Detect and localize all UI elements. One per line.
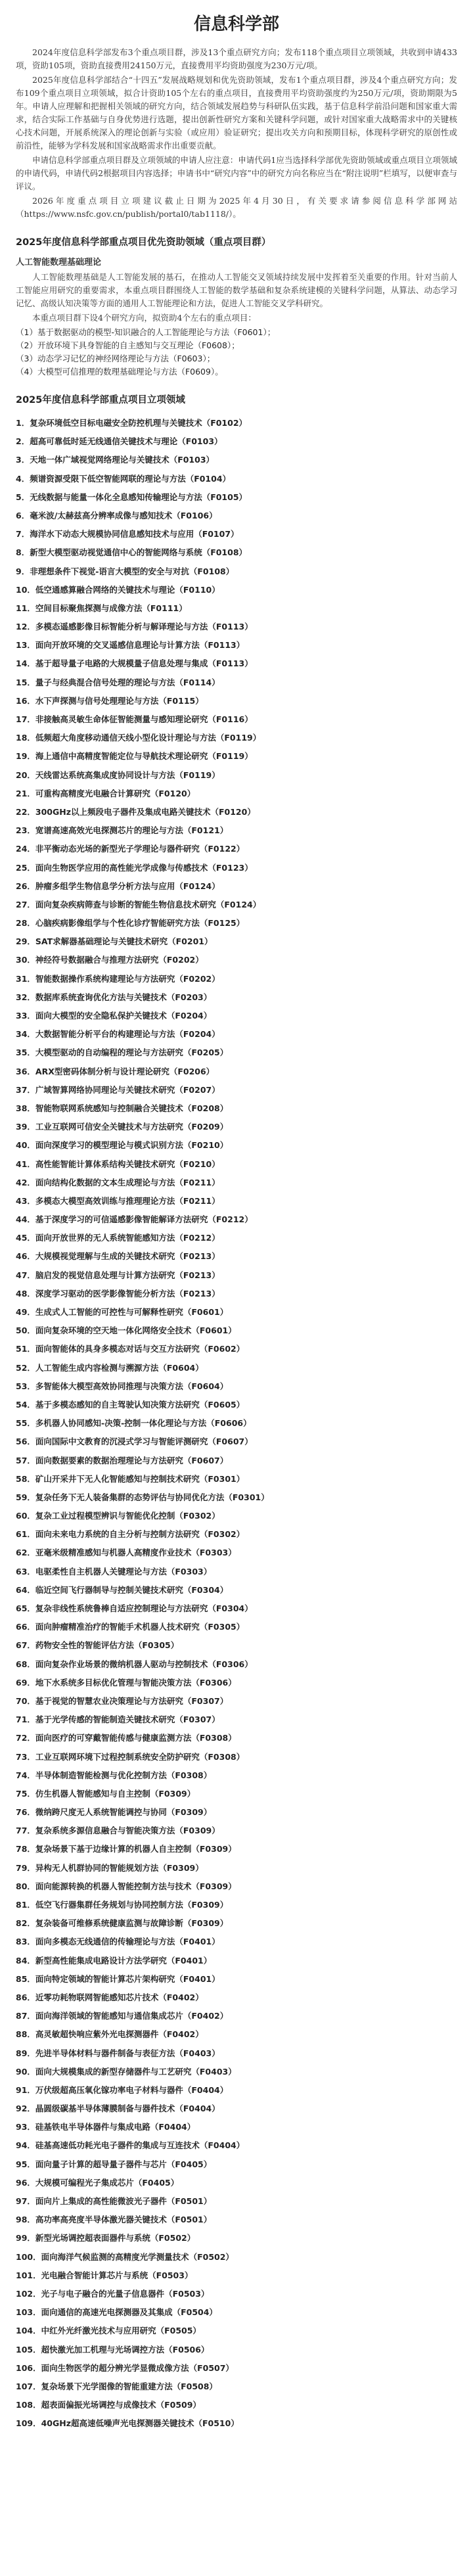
area-item: 24．非平衡动态光场的新型光子学理论与器件研究（F0122） bbox=[16, 844, 245, 854]
direction-list bbox=[16, 326, 457, 379]
area-item: 25．面向生物医学应用的高性能光学成像与传感技术（F0123） bbox=[16, 862, 253, 873]
area-item: 42．面向结构化数据的文本生成理论与方法（F0211） bbox=[16, 1177, 220, 1187]
area-item: 45．面向开放世界的无人系统智能感知方法（F0212） bbox=[16, 1233, 220, 1243]
area-item: 104．中红外光纤激光技术与应用研究（F0505） bbox=[16, 2326, 201, 2336]
direction-item: （2）开放环境下具身智能的自主感知与交互理论（F0608）； bbox=[16, 340, 240, 350]
direction-item: （4）大模型可信推理的数理基础理论与方法（F0609）。 bbox=[16, 367, 223, 377]
area-item: 76．微纳跨尺度无人系统智能调控与协同（F0309） bbox=[16, 1807, 212, 1818]
area-item: 65．复杂非线性系统鲁棒自适应控制理论与方法研究（F0304） bbox=[16, 1603, 253, 1613]
group-subtitle: 人工智能数理基础理论 bbox=[16, 258, 102, 267]
area-item: 14．基于超导量子电路的大规模量子信息处理与集成（F0113） bbox=[16, 658, 253, 669]
area-item: 56．面向国际中文教育的沉浸式学习与智能评测研究（F0607） bbox=[16, 1437, 253, 1447]
area-item: 96．大规模可编程光子集成芯片（F0405） bbox=[16, 2177, 179, 2188]
area-item: 102．光子与电子融合的光量子信息器件（F0503） bbox=[16, 2288, 210, 2299]
area-item: 77．复杂系统多源信息融合与智能决策方法（F0309） bbox=[16, 1826, 220, 1836]
area-item: 106．面向生物医学的超分辨光学显微成像方法（F0507） bbox=[16, 2362, 234, 2373]
area-item: 88．高灵敏超快响应紫外光电探测器件（F0402） bbox=[16, 2029, 204, 2040]
area-item: 80．面向能源转换的机器人智能控制方法与技术（F0309） bbox=[16, 1881, 236, 1891]
area-item: 38．智能物联网系统感知与控制融合关键技术（F0208） bbox=[16, 1103, 229, 1113]
area-item: 39．工业互联网可信安全关键技术与方法研究（F0209） bbox=[16, 1122, 229, 1132]
area-item: 43．多模态大模型高效训练与推理理论方法（F0211） bbox=[16, 1195, 220, 1206]
area-item: 30．神经符号数据融合与推理方法研究（F0202） bbox=[16, 955, 204, 965]
area-item: 54．基于多模态感知的自主驾驶认知决策方法研究（F0605） bbox=[16, 1399, 245, 1410]
area-item: 105．超快激光加工机理与光场调控方法（F0506） bbox=[16, 2344, 210, 2355]
area-item: 16．水下声探测与信号处理理论与方法（F0115） bbox=[16, 695, 204, 706]
area-item: 57．面向数据要素的数据治理理论与方法研究（F0607） bbox=[16, 1455, 229, 1465]
area-item: 82．复杂装备可维修系统健康监测与故障诊断（F0309） bbox=[16, 1918, 229, 1929]
area-item: 48．深度学习驱动的医学影像智能分析方法（F0213） bbox=[16, 1288, 220, 1299]
area-item: 101．光电融合智能计算芯片与系统（F0503） bbox=[16, 2270, 193, 2280]
area-item: 84．新型高性能集成电路设计方法学研究（F0401） bbox=[16, 1955, 212, 1966]
area-item: 97．面向片上集成的高性能微波光子器件（F0501） bbox=[16, 2196, 212, 2206]
page-title: 信息科学部 bbox=[193, 14, 279, 34]
area-item: 10．低空通感算融合网络的关键技术与理论（F0110） bbox=[16, 584, 220, 595]
area-item: 26．肿瘤多组学生物信息学分析方法与应用（F0124） bbox=[16, 881, 220, 891]
area-item: 86．近零功耗物联网智能感知芯片技术（F0402） bbox=[16, 1992, 204, 2002]
area-item: 40．面向深度学习的模型理论与模式识别方法（F0210） bbox=[16, 1140, 229, 1151]
area-item: 37．广域智算网络协同理论与关键技术研究（F0207） bbox=[16, 1084, 220, 1095]
area-item: 11．空间目标聚焦探测与成像方法（F0111） bbox=[16, 603, 187, 613]
area-item: 74．半导体制造智能检测与优化控制方法（F0308） bbox=[16, 1770, 212, 1780]
area-list bbox=[16, 414, 457, 2433]
area-item: 52．人工智能生成内容检测与溯源方法（F0604） bbox=[16, 1362, 204, 1373]
area-item: 22．300GHz以上频段电子器件及集成电路关键技术（F0120） bbox=[16, 806, 256, 817]
area-item: 32．数据库系统查询优化方法与关键技术（F0203） bbox=[16, 992, 212, 1002]
area-item: 44．基于深度学习的可信遥感影像智能解译方法研究（F0212） bbox=[16, 1214, 253, 1225]
intro-paragraph: 2026年度重点项目立项建议截止日期为2025年4月30日，有关要求请参阅信息科学部网站（https://www.nsfc.gov.cn/publish/portal0/tab1118/）。 bbox=[16, 196, 457, 219]
area-item: 90．面向大规模集成的新型存储器件与工艺研究（F0403） bbox=[16, 2066, 236, 2077]
area-item: 58．矿山开采井下无人化智能感知与控制技术研究（F0301） bbox=[16, 1473, 245, 1484]
area-item: 2．超高可靠低时延无线通信关键技术与理论（F0103） bbox=[16, 436, 223, 447]
area-item: 109．40GHz超高速低噪声光电探测器关键技术（F0510） bbox=[16, 2418, 239, 2429]
group-section-title: 2025年度信息科学部重点项目优先资助领域（重点项目群） bbox=[16, 237, 271, 248]
area-item: 94．硅基高速低功耗光电子器件的集成与互连技术（F0404） bbox=[16, 2140, 245, 2151]
group-paragraph: 人工智能数理基础是人工智能发展的基石，在推动人工智能交叉领域持续发展中发挥着至关重要的作用。针对当前人工智能应用研究的重要需求，本重点项目群围绕人工智能的数学基础和复杂系统建模的关键科学问题，从算法、动态学习记忆、高级认知决策等方面的通用人工智能理论和方法，促进人工智能交叉学科研究。 bbox=[16, 272, 457, 308]
area-item: 100．面向海洋气候监测的高精度光学测量技术（F0502） bbox=[16, 2251, 234, 2262]
area-item: 55．多机器人协同感知-决策-控制一体化理论与方法（F0606） bbox=[16, 1418, 252, 1429]
area-item: 5．无线数据与能量一体化全息感知传输理论与方法（F0105） bbox=[16, 492, 248, 502]
area-item: 63．电驱柔性自主机器人关键理论与方法（F0303） bbox=[16, 1566, 212, 1576]
area-item: 7．海洋水下动态大规模协同信息感知技术与应用（F0107） bbox=[16, 529, 239, 540]
area-item: 3．天地一体广域视觉网络理论与关键技术（F0103） bbox=[16, 455, 215, 465]
area-item: 31．智能数据操作系统构建理论与方法研究（F0202） bbox=[16, 973, 220, 984]
area-item: 47．脑启发的视觉信息处理与计算方法研究（F0213） bbox=[16, 1270, 220, 1280]
area-item: 89．先进半导体材料与器件制备与表征方法（F0403） bbox=[16, 2048, 220, 2058]
area-item: 70．基于视觉的智慧农业决策理论与方法研究（F0307） bbox=[16, 1695, 229, 1706]
group-paragraph: 本重点项目群下设4个研究方向，拟资助4个左右的重点项目： bbox=[32, 313, 256, 323]
area-item: 93．硅基铁电半导体器件与集成电路（F0404） bbox=[16, 2122, 196, 2132]
area-item: 53．多智能体大模型高效协同推理与决策方法（F0604） bbox=[16, 1381, 229, 1391]
area-item: 6．毫米波/太赫兹高分辨率成像与感知技术（F0106） bbox=[16, 510, 217, 520]
area-item: 72．面向医疗的可穿戴智能传感与健康监测方法（F0308） bbox=[16, 1733, 236, 1743]
area-item: 34．大数据智能分析平台的构建理论与方法（F0204） bbox=[16, 1029, 220, 1040]
area-item: 28．心脑疾病影像组学与个性化诊疗智能研究方法（F0125） bbox=[16, 918, 245, 929]
area-item: 46．大规模视觉理解与生成的关键技术研究（F0213） bbox=[16, 1251, 220, 1262]
area-item: 108．超表面偏振光场调控与成像技术（F0509） bbox=[16, 2400, 201, 2410]
area-item: 29．SAT求解器基础理论与关键技术研究（F0201） bbox=[16, 936, 213, 947]
area-item: 15．量子与经典混合信号处理的理论与方法（F0114） bbox=[16, 677, 220, 687]
document-body bbox=[16, 46, 457, 2433]
intro-paragraph: 2025年度信息科学部结合“十四五”发展战略规划和优先资助领域，发布1个重点项目群，涉及4个重点研究方向；发布109个重点项目立项领域，拟合计资助105个左右的重点项目，直接费用平均资助强度约为250万元/项，资助期限为5年。申请人应理解和把握相关领域的研究方向，结合领域发展趋势与科研队伍实践，基于信息科学前沿问题和国家重大需求，结合实际工作基础与自身优势进行选题，提出创新性研究方案和关键科学问题，或针对国家重大战略需求中的关键核心技术问题，开展系统深入的理论创新与实验（或应用）验证研究；提出攻关方向和预期目标，体现科学研究的原创性或前沿性，能够为学科发展和国家战略需求作出重要贡献。 bbox=[16, 75, 457, 150]
area-item: 95．面向量子计算的超导量子器件与芯片（F0405） bbox=[16, 2159, 212, 2169]
intro-paragraph: 2024年度信息科学部发布3个重点项目群，涉及13个重点研究方向；发布118个重点项目立项领域，共收到申请433项，资助105项，资助直接费用24150万元，直接费用平均资助强度为230万元/项。 bbox=[16, 47, 457, 70]
area-item: 107．复杂场景下光学图像的智能重建方法（F0508） bbox=[16, 2381, 217, 2391]
intro-paragraph: 申请信息科学部重点项目群及立项领域的申请人应注意：申请代码1应当选择科学部优先资助领域或重点项目立项领域的申请代码，申请代码2根据项目内容选择；申请书中“研究内容”中的研究方向名称应当在“附注说明”栏填写，以便审查与评议。 bbox=[16, 155, 457, 191]
area-item: 35．大模型驱动的自动编程的理论与方法研究（F0205） bbox=[16, 1047, 229, 1058]
area-item: 66．面向肿瘤精准治疗的智能手术机器人技术研究（F0305） bbox=[16, 1622, 245, 1632]
area-item: 27．面向复杂疾病筛查与诊断的智能生物信息技术研究（F0124） bbox=[16, 899, 261, 909]
area-item: 60．复杂工业过程模型辨识与智能优化控制（F0302） bbox=[16, 1511, 220, 1521]
area-item: 98．高功率高亮度半导体激光器关键技术（F0501） bbox=[16, 2215, 212, 2225]
area-item: 21．可重构高精度光电融合计算研究（F0120） bbox=[16, 788, 196, 798]
area-item: 67．药物安全性的智能评估方法（F0305） bbox=[16, 1640, 179, 1651]
area-item: 69．地下水系统多目标优化管理与智能决策方法（F0306） bbox=[16, 1677, 236, 1688]
area-item: 91．万伏级超高压氧化镓功率电子材料与器件（F0404） bbox=[16, 2084, 229, 2095]
area-item: 99．新型光场调控超表面器件与系统（F0502） bbox=[16, 2233, 196, 2243]
area-item: 19．海上通信中高精度智能定位与导航技术理论研究（F0119） bbox=[16, 751, 253, 762]
area-item: 81．低空飞行器集群任务规划与协同控制方法（F0309） bbox=[16, 1900, 229, 1910]
direction-item: （3）动态学习记忆的神经网络理论与方法（F0603）； bbox=[16, 354, 215, 363]
area-item: 9．非理想条件下视觉-语言大模型的安全与对抗（F0108） bbox=[16, 566, 235, 576]
area-item: 33．面向大模型的安全隐私保护关键技术（F0204） bbox=[16, 1011, 212, 1021]
area-item: 4．频谱资源受限下低空智能网联的理论与方法（F0104） bbox=[16, 473, 231, 484]
area-item: 17．非接触高灵敏生命体征智能测量与感知理论研究（F0116） bbox=[16, 714, 253, 724]
areas-section-title: 2025年度信息科学部重点项目立项领域 bbox=[16, 395, 185, 405]
area-item: 71．基于光学传感的智能制造关键技术研究（F0307） bbox=[16, 1714, 220, 1725]
area-item: 23．宽谱高速高效光电探测芯片的理论与方法（F0121） bbox=[16, 825, 229, 836]
area-item: 50．面向复杂环境的空天地一体化网络安全技术（F0601） bbox=[16, 1325, 236, 1336]
area-item: 61．面向未来电力系统的自主分析与控制方法研究（F0302） bbox=[16, 1529, 245, 1540]
area-item: 49．生成式人工智能的可控性与可解释性研究（F0601） bbox=[16, 1307, 229, 1317]
area-item: 103．面向通信的高速光电探测器及其集成（F0504） bbox=[16, 2307, 217, 2318]
area-item: 68．面向复杂作业场景的微纳机器人驱动与控制技术（F0306） bbox=[16, 1659, 253, 1669]
area-item: 18．低频超大角度移动通信天线小型化设计理论与方法（F0119） bbox=[16, 733, 261, 743]
area-item: 73．工业互联网环境下过程控制系统安全防护研究（F0308） bbox=[16, 1751, 245, 1762]
area-item: 13．面向开放环境的交叉遥感信息理论与计算方法（F0113） bbox=[16, 640, 245, 651]
area-item: 75．仿生机器人智能感知与自主控制（F0309） bbox=[16, 1788, 196, 1799]
area-item: 20．天线雷达系统高集成度协同设计与方法（F0119） bbox=[16, 770, 220, 780]
area-item: 64．临近空间飞行器制导与控制关键技术研究（F0304） bbox=[16, 1584, 229, 1595]
area-item: 87．面向海洋领域的智能感知与通信集成芯片（F0402） bbox=[16, 2011, 229, 2021]
area-item: 59．复杂任务下无人装备集群的态势评估与协同优化方法（F0301） bbox=[16, 1492, 269, 1502]
area-item: 79．异构无人机群协同的智能规划方法（F0309） bbox=[16, 1862, 204, 1873]
area-item: 78．复杂场景下基于边缘计算的机器人自主控制（F0309） bbox=[16, 1844, 236, 1854]
area-item: 12．多模态遥感影像目标智能分析与解译理论与方法（F0113） bbox=[16, 622, 253, 632]
area-item: 85．面向特定领域的智能计算芯片架构研究（F0401） bbox=[16, 1973, 220, 1984]
direction-item: （1）基于数据驱动的模型-知识融合的人工智能理论与方法（F0601）； bbox=[16, 327, 276, 337]
area-item: 36．ARX型密码体制分析与设计理论研究（F0206） bbox=[16, 1066, 215, 1076]
area-item: 83．面向多模态无线通信的传输理论与方法（F0401） bbox=[16, 1937, 220, 1947]
area-item: 51．面向智能体的具身多模态对话与交互方法研究（F0602） bbox=[16, 1344, 245, 1354]
area-item: 41．高性能智能计算体系结构关键技术研究（F0210） bbox=[16, 1159, 220, 1169]
area-item: 1．复杂环境低空目标电磁安全防控机理与关键技术（F0102） bbox=[16, 418, 248, 428]
area-item: 92．晶圆级碳基半导体薄膜制备与器件技术（F0404） bbox=[16, 2104, 220, 2114]
area-item: 8．新型大模型驱动视觉通信中心的智能网络与系统（F0108） bbox=[16, 547, 248, 558]
area-item: 62．亚毫米级精准感知与机器人高精度作业技术（F0303） bbox=[16, 1548, 236, 1558]
